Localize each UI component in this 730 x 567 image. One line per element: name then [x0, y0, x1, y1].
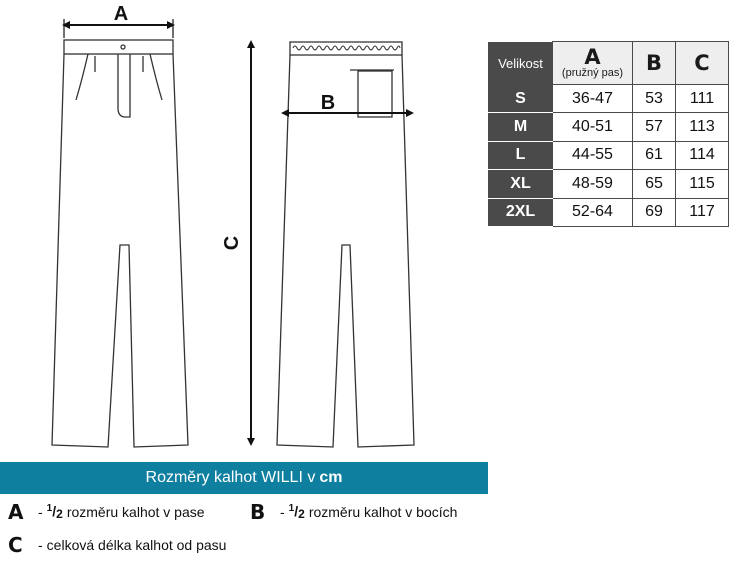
- legend-a: [8, 500, 205, 524]
- elastic-ruffle: [293, 46, 400, 50]
- legend-b-fraction: $^1/_2$: [288, 503, 305, 521]
- legend-a-text: rozměru kalhot v pase: [66, 504, 205, 520]
- value-cell-b: 53: [633, 85, 676, 113]
- value-cell-a: 48-59: [553, 170, 633, 198]
- front-waistband: [64, 40, 173, 54]
- header-col-c-letter: C: [694, 51, 710, 75]
- header-col-a: [553, 42, 633, 85]
- dimension-a: [64, 3, 173, 38]
- front-pocket-left: [76, 54, 88, 100]
- value-cell-c: 111: [676, 85, 729, 113]
- table-row: [489, 113, 729, 141]
- size-cell: S: [489, 85, 553, 113]
- size-cell: M: [489, 113, 553, 141]
- waistband-button-icon: [121, 45, 125, 49]
- front-legs-outline: [52, 54, 188, 447]
- value-cell-a: 40-51: [553, 113, 633, 141]
- dimension-a-label: A: [113, 3, 129, 25]
- value-cell-b: 65: [633, 170, 676, 198]
- back-pocket: [358, 71, 392, 117]
- value-cell-c: 114: [676, 141, 729, 169]
- front-pocket-right: [150, 54, 162, 100]
- legend-c-text: celková délka kalhot od pasu: [46, 537, 227, 553]
- value-cell-b: 61: [633, 141, 676, 169]
- value-cell-c: 117: [676, 198, 729, 226]
- legend-a-fraction: $^1/_2$: [46, 503, 63, 521]
- header-col-c: [676, 42, 729, 85]
- value-cell-b: 57: [633, 113, 676, 141]
- legend-c-letter: C: [8, 533, 23, 557]
- legend-b-text: rozměru kalhot v bocích: [308, 504, 458, 520]
- legend-b-frac-den: 2: [298, 507, 305, 521]
- legend-b-letter: B: [250, 500, 266, 524]
- legend-b: [250, 500, 457, 524]
- dimension-b-label: B: [320, 92, 336, 114]
- value-cell-b: 69: [633, 198, 676, 226]
- legend-a-frac-den: 2: [56, 507, 63, 521]
- front-fly: [118, 54, 130, 117]
- value-cell-c: 113: [676, 113, 729, 141]
- value-cell-c: 115: [676, 170, 729, 198]
- legend-a-dash: -: [38, 504, 43, 520]
- size-cell: XL: [489, 170, 553, 198]
- table-row: [489, 170, 729, 198]
- size-table: [488, 41, 729, 227]
- dimension-c-label: C: [221, 235, 243, 251]
- dimension-b: [285, 92, 410, 114]
- size-table-header: [489, 42, 729, 85]
- legend-c: [8, 533, 226, 557]
- header-col-a-sub: (pružný pas): [561, 67, 624, 79]
- banner-title: Rozměry kalhot WILLI v: [145, 469, 316, 486]
- header-col-b-letter: B: [645, 51, 662, 75]
- header-col-b: [633, 42, 676, 85]
- header-col-a-letter: A: [584, 45, 601, 69]
- value-cell-a: 36-47: [553, 85, 633, 113]
- size-cell: 2XL: [489, 198, 553, 226]
- table-row: [489, 85, 729, 113]
- banner-unit: cm: [319, 469, 343, 486]
- legend-a-frac-num: 1: [46, 503, 53, 514]
- table-row: [489, 141, 729, 169]
- dimension-c: [221, 44, 251, 442]
- value-cell-a: 44-55: [553, 141, 633, 169]
- legend-a-letter: A: [8, 500, 24, 524]
- dimensions-banner: [0, 462, 488, 494]
- legend-b-frac-num: 1: [288, 503, 295, 514]
- table-row: [489, 198, 729, 226]
- pants-back-view: [277, 42, 414, 447]
- value-cell-a: 52-64: [553, 198, 633, 226]
- legend-b-dash: -: [280, 504, 285, 520]
- header-size: Velikost: [489, 42, 553, 85]
- legend-c-dash: -: [38, 537, 43, 553]
- size-cell: L: [489, 141, 553, 169]
- pants-front-view: [52, 40, 188, 447]
